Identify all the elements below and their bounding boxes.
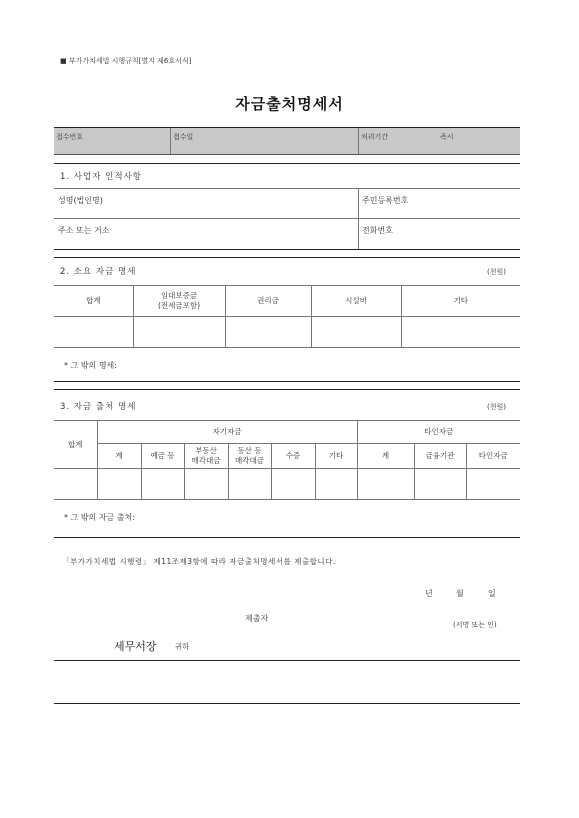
- phone-label: 전화번호: [362, 226, 393, 235]
- cell-real-estate-sale[interactable]: [184, 469, 228, 500]
- resident-id-label: 주민등록번호: [362, 196, 409, 205]
- col-others-funds-sub: 타인자금: [466, 444, 520, 469]
- col-other: 기타: [401, 286, 520, 317]
- submitter-label: 제출자: [245, 614, 269, 623]
- address-label: 주소 또는 거소: [58, 226, 110, 235]
- form-reference: ■ 부가가치세법 시행규칙[별지 제6호서식]: [60, 57, 192, 65]
- cell-financial-institution[interactable]: [414, 469, 466, 500]
- col-facility: 시설비: [311, 286, 401, 317]
- cell-others-funds[interactable]: [466, 469, 520, 500]
- section3-heading: 3. 자금 출처 명세: [60, 402, 137, 412]
- addressee: 세무서장: [114, 640, 157, 653]
- col-gift: 수증: [271, 444, 315, 469]
- cell-own-other[interactable]: [315, 469, 357, 500]
- section2-heading: 2. 소요 자금 명세: [60, 267, 137, 277]
- cell-own-subtotal[interactable]: [97, 469, 141, 500]
- required-funds-table: [54, 285, 520, 348]
- section1-rule-b: [54, 218, 520, 219]
- receipt-divider-1: [170, 128, 171, 154]
- section1-heading: 1. 사업자 인적사항: [60, 172, 142, 182]
- cell-total-value[interactable]: [54, 317, 133, 348]
- col-movables-sale: 동산 등 매각대금: [228, 444, 271, 469]
- receipt-number-label: 접수번호: [56, 133, 84, 141]
- signature-label: (서명 또는 인): [453, 621, 497, 629]
- month-label: 월: [456, 589, 464, 598]
- cell-deposits[interactable]: [141, 469, 184, 500]
- required-funds-header-row: [54, 286, 520, 317]
- section1-top-rule: [54, 163, 520, 164]
- col-others-funds: 타인자금: [357, 421, 520, 444]
- section3-other-note: * 그 밖의 자금 출처:: [64, 513, 135, 522]
- submission-statement: 「부가가치세법 시행령」 제11조제3항에 따라 자금출처명세서를 제출합니다.: [62, 557, 336, 566]
- day-label: 일: [488, 589, 496, 598]
- col-premium: 권리금: [225, 286, 311, 317]
- receipt-divider-2: [358, 128, 359, 154]
- section1-divider: [358, 189, 359, 249]
- funding-source-table: [54, 420, 520, 500]
- section2-table-top: [54, 285, 520, 286]
- section2-unit: (천원): [487, 268, 506, 276]
- footer-top-rule: [54, 660, 520, 661]
- col-financial-institution: 금융기관: [414, 444, 466, 469]
- col-total: 합계: [54, 286, 133, 317]
- col-own-other: 기타: [315, 444, 357, 469]
- funding-header-row-2: [54, 444, 520, 469]
- section3-top-rule: [54, 389, 520, 390]
- required-funds-value-row: [54, 317, 520, 348]
- section2-other-note: * 그 밖의 명세:: [64, 361, 117, 370]
- name-label: 성명(법인명): [58, 196, 103, 205]
- col-real-estate-sale: 부동산 매각대금: [184, 444, 228, 469]
- section2-top-rule: [54, 257, 520, 258]
- section3-unit: (천원): [487, 403, 506, 411]
- col-own-subtotal: 계: [97, 444, 141, 469]
- col-lease-deposit: 임대보증금 (전세금포함): [133, 286, 225, 317]
- cell-other-value[interactable]: [401, 317, 520, 348]
- funding-header-row-1: [54, 421, 520, 444]
- processing-period-label: 처리기간: [361, 133, 389, 141]
- cell-movables-sale[interactable]: [228, 469, 271, 500]
- year-label: 년: [425, 589, 433, 598]
- cell-facility-value[interactable]: [311, 317, 401, 348]
- processing-period-value: 즉시: [440, 133, 454, 141]
- cell-others-subtotal[interactable]: [357, 469, 414, 500]
- col-others-subtotal: 계: [357, 444, 414, 469]
- col-deposits: 예금 등: [141, 444, 184, 469]
- cell-lease-deposit-value[interactable]: [133, 317, 225, 348]
- cell-premium-value[interactable]: [225, 317, 311, 348]
- cell-funding-total[interactable]: [54, 469, 97, 500]
- section1-bottom-rule: [54, 249, 520, 250]
- col-own-funds: 자기자금: [97, 421, 357, 444]
- addressee-suffix: 귀하: [175, 642, 190, 651]
- cell-gift[interactable]: [271, 469, 315, 500]
- footer-bottom-rule: [54, 703, 520, 704]
- section3-bottom-rule: [54, 537, 520, 538]
- col-funding-total: 합계: [54, 421, 97, 469]
- section2-bottom-rule: [54, 381, 520, 382]
- page-title: 자금출처명세서: [235, 95, 344, 113]
- receipt-date-label: 접수일: [173, 133, 194, 141]
- section1-rule-a: [54, 188, 520, 189]
- funding-value-row: [54, 469, 520, 500]
